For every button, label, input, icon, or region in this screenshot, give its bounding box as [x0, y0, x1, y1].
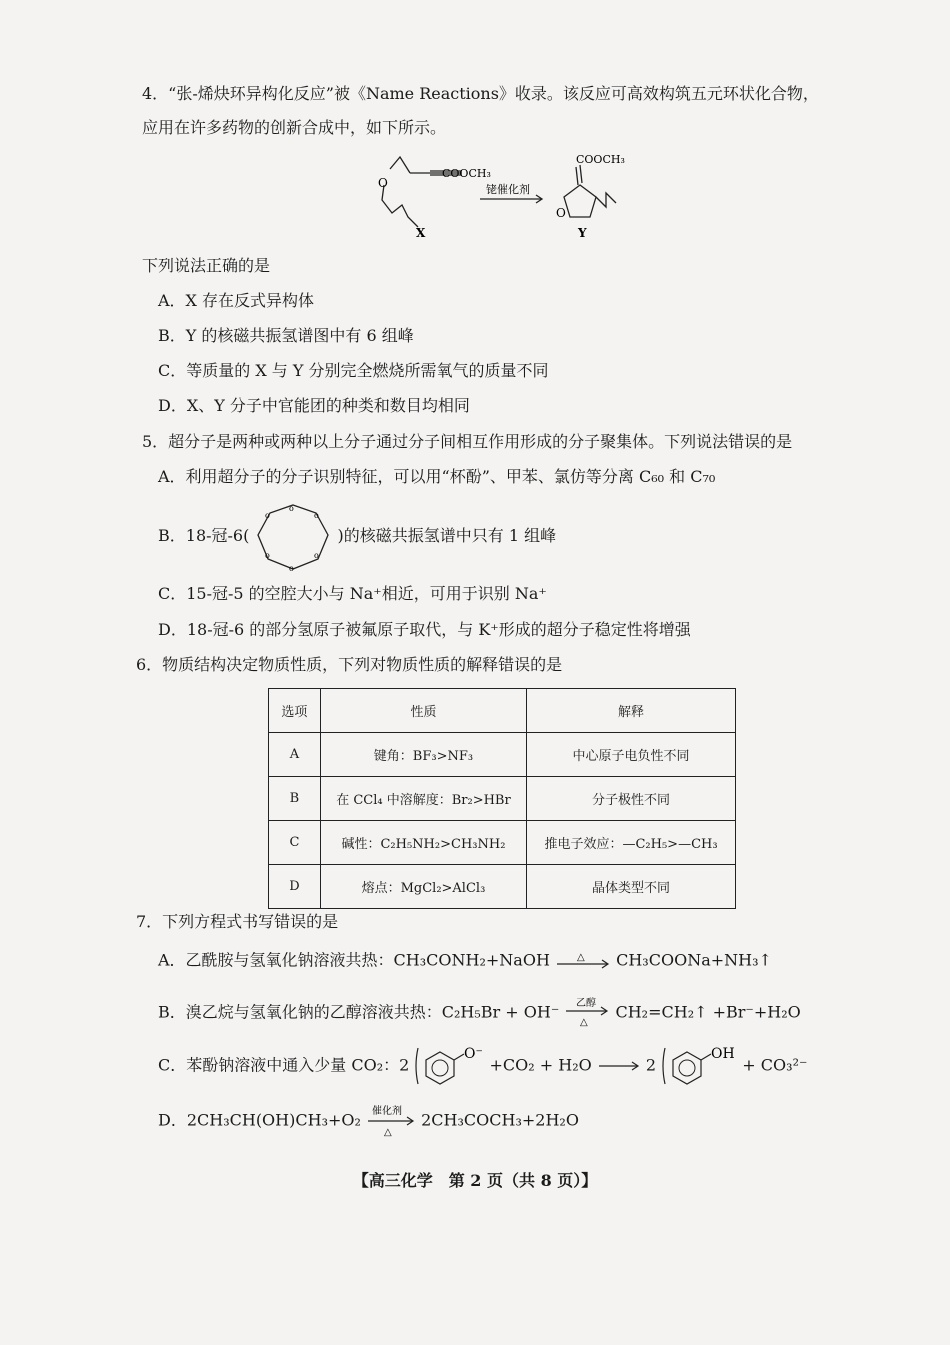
y-label: Y	[578, 226, 587, 240]
q4-stem-line2: 应用在许多药物的创新合成中，如下所示。	[142, 118, 447, 137]
header-property: 性质	[320, 689, 526, 733]
q4-prompt: 下列说法正确的是	[142, 256, 271, 275]
phenol-oh: OH	[711, 1046, 735, 1062]
q4-reaction-scheme	[370, 145, 630, 245]
q7-b-reactants: B．溴乙烷与氢氧化钠的乙醇溶液共热：C₂H₅Br + OH⁻	[158, 1002, 560, 1022]
q5-option-a: A．利用超分子的分子识别特征，可以用“杯酚”、甲苯、氯仿等分离 C₆₀ 和 C₇₀	[158, 467, 716, 486]
q7-option-c	[158, 1046, 807, 1086]
q4-option-b: B．Y 的核磁共振氢谱图中有 6 组峰	[158, 326, 414, 345]
row-b-property: 在 CCl₄ 中溶解度：Br₂>HBr	[320, 777, 526, 821]
q5-stem: 5．超分子是两种或两种以上分子通过分子间相互作用形成的分子聚集体。下列说法错误的是	[142, 432, 793, 451]
table-header-row	[269, 689, 736, 733]
row-c-explanation: 推电子效应：—C₂H₅>—CH₃	[527, 821, 736, 865]
q5-option-c: C．15-冠-5 的空腔大小与 Na⁺相近，可用于识别 Na⁺	[158, 584, 547, 603]
q7-c-coefficient: 2	[645, 1055, 657, 1075]
q7-d-condition-top: 催化剂	[372, 1106, 403, 1117]
catalyst-label: 铑催化剂	[486, 183, 530, 196]
q4-stem-line1: 4．“张-烯炔环异构化反应”被《Name Reactions》收录。该反应可高效构筑五元环状化合物，	[142, 84, 819, 103]
compound-y-structure	[564, 165, 616, 217]
q7-stem: 7．下列方程式书写错误的是	[136, 912, 339, 931]
phenol-structure	[661, 1046, 737, 1086]
y-oxygen: O	[556, 206, 566, 220]
row-c-option: C	[269, 821, 321, 865]
phenoxide-o-minus: O⁻	[464, 1046, 484, 1062]
q4-option-c: C．等质量的 X 与 Y 分别完全燃烧所需氧气的质量不同	[158, 361, 549, 380]
q7-b-products: CH₂=CH₂↑ +Br⁻+H₂O	[615, 1002, 801, 1022]
table-row	[269, 865, 736, 909]
q7-d-condition-bottom: △	[384, 1127, 392, 1138]
table-row	[269, 821, 736, 865]
q5-option-d: D．18-冠-6 的部分氢原子被氟原子取代，与 K⁺形成的超分子稳定性将增强	[158, 620, 691, 639]
table-row	[269, 777, 736, 821]
q7-option-a	[158, 950, 772, 972]
q7-a-products: CH₃COONa+NH₃↑	[616, 950, 772, 970]
table-row	[269, 733, 736, 777]
row-d-explanation: 晶体类型不同	[527, 865, 736, 909]
row-b-explanation: 分子极性不同	[527, 777, 736, 821]
row-a-property: 键角：BF₃>NF₃	[320, 733, 526, 777]
header-option: 选项	[269, 689, 321, 733]
q4-option-a: A．X 存在反式异构体	[158, 291, 315, 310]
header-explanation: 解释	[527, 689, 736, 733]
q7-a-condition: △	[577, 952, 585, 963]
q7-d-reactants: D．2CH₃CH(OH)CH₃+O₂	[158, 1110, 361, 1130]
q7-option-d	[158, 1104, 579, 1138]
q6-stem: 6．物质结构决定物质性质，下列对物质性质的解释错误的是	[136, 655, 563, 674]
crown-ether-structure	[254, 501, 332, 573]
svg-text:o: o	[289, 563, 295, 573]
svg-text:o: o	[289, 503, 295, 513]
q7-c-middle: +CO₂ + H₂O	[489, 1055, 592, 1075]
row-d-option: D	[269, 865, 321, 909]
row-c-property: 碱性：C₂H₅NH₂>CH₃NH₂	[320, 821, 526, 865]
x-oxygen: O	[378, 176, 388, 190]
q4-option-d: D．X、Y 分子中官能团的种类和数目均相同	[158, 396, 470, 415]
y-ester-group: COOCH₃	[576, 153, 625, 166]
q5-option-b	[158, 503, 557, 573]
q7-c-arrow	[597, 1059, 641, 1073]
q7-option-b	[158, 996, 801, 1030]
q5-option-b-suffix: )的核磁共振氢谱中只有 1 组峰	[337, 526, 557, 545]
q7-a-reactants: A．乙酰胺与氢氧化钠溶液共热：CH₃CONH₂+NaOH	[158, 950, 550, 970]
q7-d-arrow	[366, 1104, 416, 1138]
phenoxide-structure	[414, 1046, 484, 1086]
q7-c-prefix: C．苯酚钠溶液中通入少量 CO₂：2	[158, 1055, 410, 1075]
row-a-option: A	[269, 733, 321, 777]
svg-text:o: o	[265, 550, 271, 560]
q5-option-b-prefix: B．18-冠-6(	[158, 526, 250, 545]
q7-a-arrow	[555, 950, 611, 972]
row-d-property: 熔点：MgCl₂>AlCl₃	[320, 865, 526, 909]
q7-c-end: + CO₃²⁻	[742, 1055, 808, 1075]
page-footer: 【高三化学 第 2 页（共 8 页）】	[352, 1171, 598, 1190]
q7-d-products: 2CH₃COCH₃+2H₂O	[421, 1110, 579, 1130]
x-label: X	[416, 226, 426, 240]
q7-b-condition-top: 乙醇	[576, 998, 597, 1009]
svg-text:o: o	[265, 510, 271, 520]
q6-table	[268, 688, 736, 909]
q7-b-condition-bottom: △	[580, 1017, 589, 1028]
svg-text:o: o	[314, 510, 320, 520]
row-a-explanation: 中心原子电负性不同	[527, 733, 736, 777]
svg-text:o: o	[314, 550, 320, 560]
x-ester-group: COOCH₃	[442, 167, 491, 180]
q7-b-arrow	[564, 996, 610, 1030]
row-b-option: B	[269, 777, 321, 821]
